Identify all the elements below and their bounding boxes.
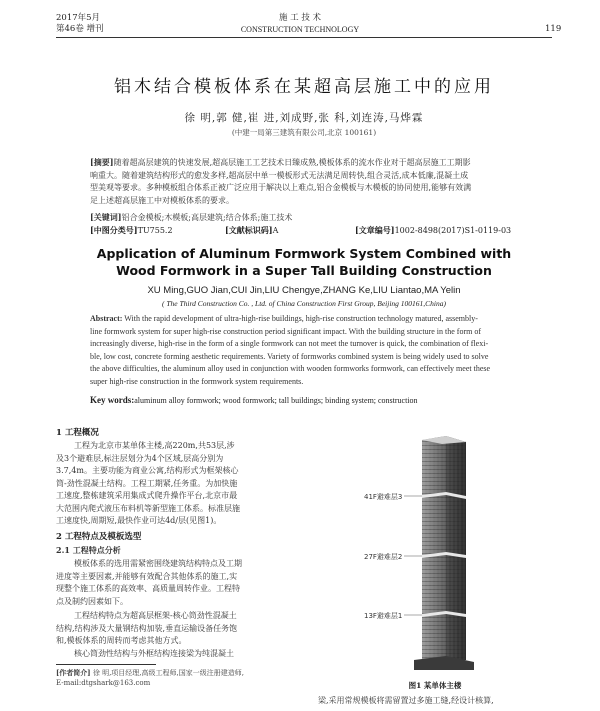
- label-13f: 13F避难层1: [364, 612, 403, 620]
- tower-body: [414, 436, 474, 670]
- keywords-cn-label: [关键词]: [90, 212, 122, 222]
- section2-1-heading-wrap: 2.1 工程特点分析: [56, 545, 121, 555]
- abstract-cn-line: [摘要]随着超高层建筑的快速发展,超高层施工工艺技术日臻成熟,模板体系的流水作业对于超高层施工工期影: [90, 157, 471, 167]
- keywords-en: [90, 395, 552, 405]
- abstract-en: [90, 313, 552, 388]
- abstract-en-line: the above difficulties, the aluminum alloy used in conjunction with wooden formworks formwork, can effectively meet these: [90, 364, 491, 373]
- title-en-line2: Wood Formwork in a Super Tall Building Construction: [116, 263, 492, 278]
- section1-heading: 1 工程概况: [56, 428, 99, 438]
- keywords-en-text: aluminum alloy formwork; wood formwork; tall buildings; binding system; construction: [134, 396, 418, 405]
- title-en-line1: Application of Aluminum Formwork System Combined with: [96, 246, 512, 261]
- abstract-cn-line: 足上述超高层施工中对模板体系的要求。: [90, 195, 234, 205]
- article-label: [文章编号]: [355, 225, 395, 235]
- abstract-en-line: super high-rise construction in the formwork system requirements.: [90, 376, 304, 386]
- footnote: [作者简介] 徐 明,项目经理,高级工程师,国家一级注册建造师, E-mail:dtgshark@163.com: [56, 668, 244, 687]
- clc-label: [中图分类号]: [90, 225, 138, 235]
- abstract-en-line: ble, low cost, concrete forming aesthetic requirements. Variety of formworks combined system is being widely used to solve: [90, 351, 489, 361]
- authors-cn: 徐 明,郭 健,崔 进,刘成野,张 科,刘连涛,马烨霖: [184, 112, 424, 124]
- affiliation-cn: (中建一局第三建筑有限公司,北京 100161): [231, 128, 377, 137]
- abstract-cn-label: [摘要]: [90, 157, 114, 167]
- building-figure: [318, 434, 552, 670]
- footnote-label: [作者简介]: [56, 668, 91, 677]
- header-journal-cn: 施 工 技 术: [278, 13, 322, 23]
- label-41f: 41F避难层3: [364, 493, 403, 501]
- label-27f: 27F避难层2: [364, 553, 403, 561]
- affiliation-en: ( The Third Construction Co. , Ltd. of China Construction First Group, Beijing 100161,China): [161, 299, 447, 308]
- doc-label: [文献标识码]: [225, 225, 273, 235]
- abstract-en-line: line formwork system for super high-rise construction period significant impact. With the building structure in the form of: [90, 326, 481, 336]
- right-column-continuation: 梁,采用常规模板将需留置过多施工缝,经设计核算,: [318, 696, 494, 705]
- title-cn: 铝木结合模板体系在某超高层施工中的应用: [114, 77, 494, 97]
- header-page-number: 119: [545, 24, 562, 34]
- keywords-cn-text: 铝合金模板;木模板;高层建筑;结合体系;施工技术: [121, 213, 293, 222]
- doc-value: A: [272, 226, 279, 235]
- abstract-cn-line: 型美观等要求。多种模板组合体系正被广泛应用于解决以上难点,铝合金模板与木模板的协同使用,能够有效满: [90, 183, 472, 192]
- section2-heading: 2 工程特点及模板选型: [56, 532, 142, 542]
- clc-value: TU755.2: [137, 226, 173, 235]
- header-date: 2017年5月: [56, 13, 101, 23]
- abstract-en-line: Abstract: With the rapid development of ultra-high-rise buildings, high-rise construction technology matured, assembly-: [90, 314, 478, 323]
- abstract-en-line: increasingly diverse, high-rise in the form of a single formwork can not meet the turnover is quick, the combination of flexi-: [90, 339, 489, 348]
- article-value: 1002-8498(2017)S1-0119-03: [394, 226, 512, 235]
- header-journal-en: CONSTRUCTION TECHNOLOGY: [240, 25, 360, 34]
- section2-para2: 工程结构特点为超高层框架-核心筒劲性混凝土 结构,结构涉及大量钢结构加装,垂直运输设备任务饱 和,模板体系的周转而考虑其他方式。 核心筒劲性结构与外框结构连接梁为纯混凝土: [56, 611, 238, 658]
- section2-para1: 模板体系的选用需紧密围绕建筑结构特点及工期 进度等主要因素,并能够有效配合其他体系的施工,实 现整个施工体系的高效率、高质量周转作业。工程特 点及制约因素如下。: [56, 559, 242, 606]
- section1-body: 工程为北京市某单体主楼,高220m,共53层,涉 及3个避难层,标注层划分为4个区域,层高分别为 3.7,4m。主要功能为商业公寓,结构形式为框架核心 筒-劲性混凝土结构。工程工期紧,任务重。为加快施 工速度,整栋建筑采用集成式爬升操作平台,北京市最 大范围内爬式液压布料机等新型施工体系。标准层施 工速度快,周期短,最快作业可达4d/层(见图1)。: [56, 441, 240, 525]
- keywords-en-label: Key words:: [90, 395, 135, 405]
- abstract-en-label: Abstract:: [90, 314, 123, 323]
- abstract-cn: [90, 156, 550, 207]
- footnote-rule: [56, 664, 156, 665]
- figure-caption: 图1 某单体主楼: [408, 681, 462, 690]
- authors-en: XU Ming,GUO Jian,CUI Jin,LIU Chengye,ZHANG Ke,LIU Liantao,MA Yelin: [147, 285, 461, 296]
- header-rule: [56, 37, 552, 38]
- abstract-cn-line: 响重大。随着建筑结构形式的愈发多样,超高层中单一模板形式无法满足周转快,组合灵活,成本低廉,混凝土成: [90, 170, 469, 180]
- header-volume: 第46卷 增刊: [56, 24, 104, 34]
- keywords-cn: [90, 211, 550, 225]
